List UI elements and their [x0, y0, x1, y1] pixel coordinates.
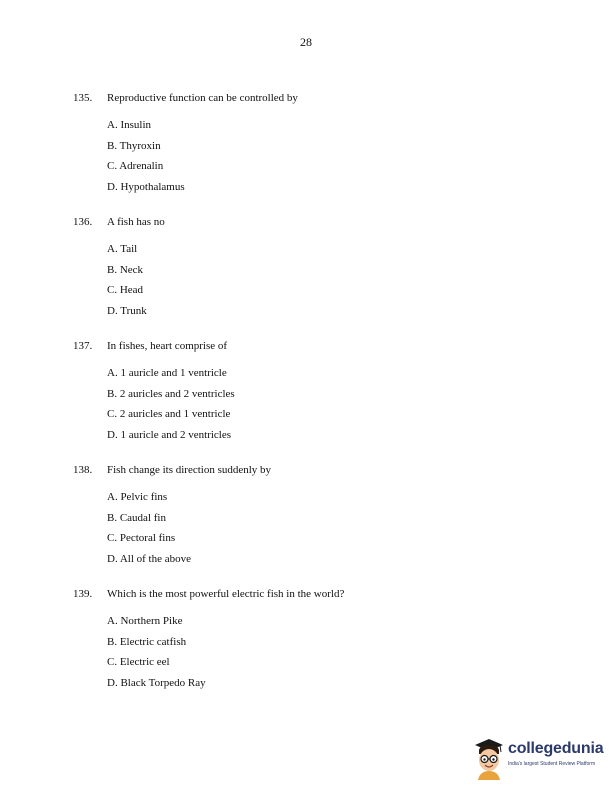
question-number: 136.	[73, 216, 93, 228]
collegedunia-logo	[472, 736, 606, 782]
option-d: D. Trunk	[107, 305, 147, 318]
option-c: C. Electric eel	[107, 656, 170, 669]
question-136	[73, 215, 553, 325]
question-header	[73, 463, 553, 477]
logo-tagline: India's largest Student Review Platform	[508, 761, 596, 767]
option-d: D. 1 auricle and 2 ventricles	[107, 429, 232, 442]
mascot-icon	[472, 736, 506, 780]
options-list	[73, 118, 553, 194]
option-c: C. 2 auricles and 1 ventricle	[107, 408, 231, 421]
question-text: A fish has no	[107, 216, 165, 228]
option-a: A. Northern Pike	[107, 615, 183, 627]
option-a: A. Pelvic fins	[107, 491, 168, 503]
option-a: A. Tail	[107, 243, 138, 255]
option-a: A. Insulin	[107, 119, 151, 131]
options-list	[73, 366, 553, 442]
option-d: D. All of the above	[107, 553, 192, 566]
question-header	[73, 339, 553, 353]
question-138	[73, 463, 553, 573]
option-b: B. Thyroxin	[107, 139, 161, 152]
logo-wordmark: collegedunia	[508, 740, 604, 757]
question-number: 138.	[73, 464, 93, 476]
options-list	[73, 490, 553, 566]
question-139	[73, 587, 553, 697]
question-135	[73, 91, 553, 201]
option-d: D. Black Torpedo Ray	[107, 677, 206, 690]
question-number: 137.	[73, 340, 93, 352]
question-number: 135.	[73, 92, 93, 104]
option-a: A. 1 auricle and 1 ventricle	[107, 367, 227, 379]
question-number: 139.	[73, 588, 93, 600]
question-text: In fishes, heart comprise of	[107, 340, 228, 352]
option-c: C. Pectoral fins	[107, 532, 176, 545]
question-text: Fish change its direction suddenly by	[107, 464, 272, 476]
options-list	[73, 242, 553, 318]
option-c: C. Head	[107, 284, 144, 297]
option-b: B. Electric catfish	[107, 635, 187, 648]
question-header	[73, 91, 553, 105]
question-137	[73, 339, 553, 449]
question-header	[73, 215, 553, 229]
question-header	[73, 587, 553, 601]
option-c: C. Adrenalin	[107, 160, 164, 173]
question-text: Reproductive function can be controlled by	[107, 92, 298, 104]
option-d: D. Hypothalamus	[107, 181, 185, 194]
question-text: Which is the most powerful electric fish in the world?	[107, 588, 345, 600]
option-b: B. Caudal fin	[107, 511, 166, 524]
options-list	[73, 614, 553, 690]
option-b: B. 2 auricles and 2 ventricles	[107, 387, 235, 400]
page-number: 28	[300, 35, 312, 49]
option-b: B. Neck	[107, 263, 144, 276]
